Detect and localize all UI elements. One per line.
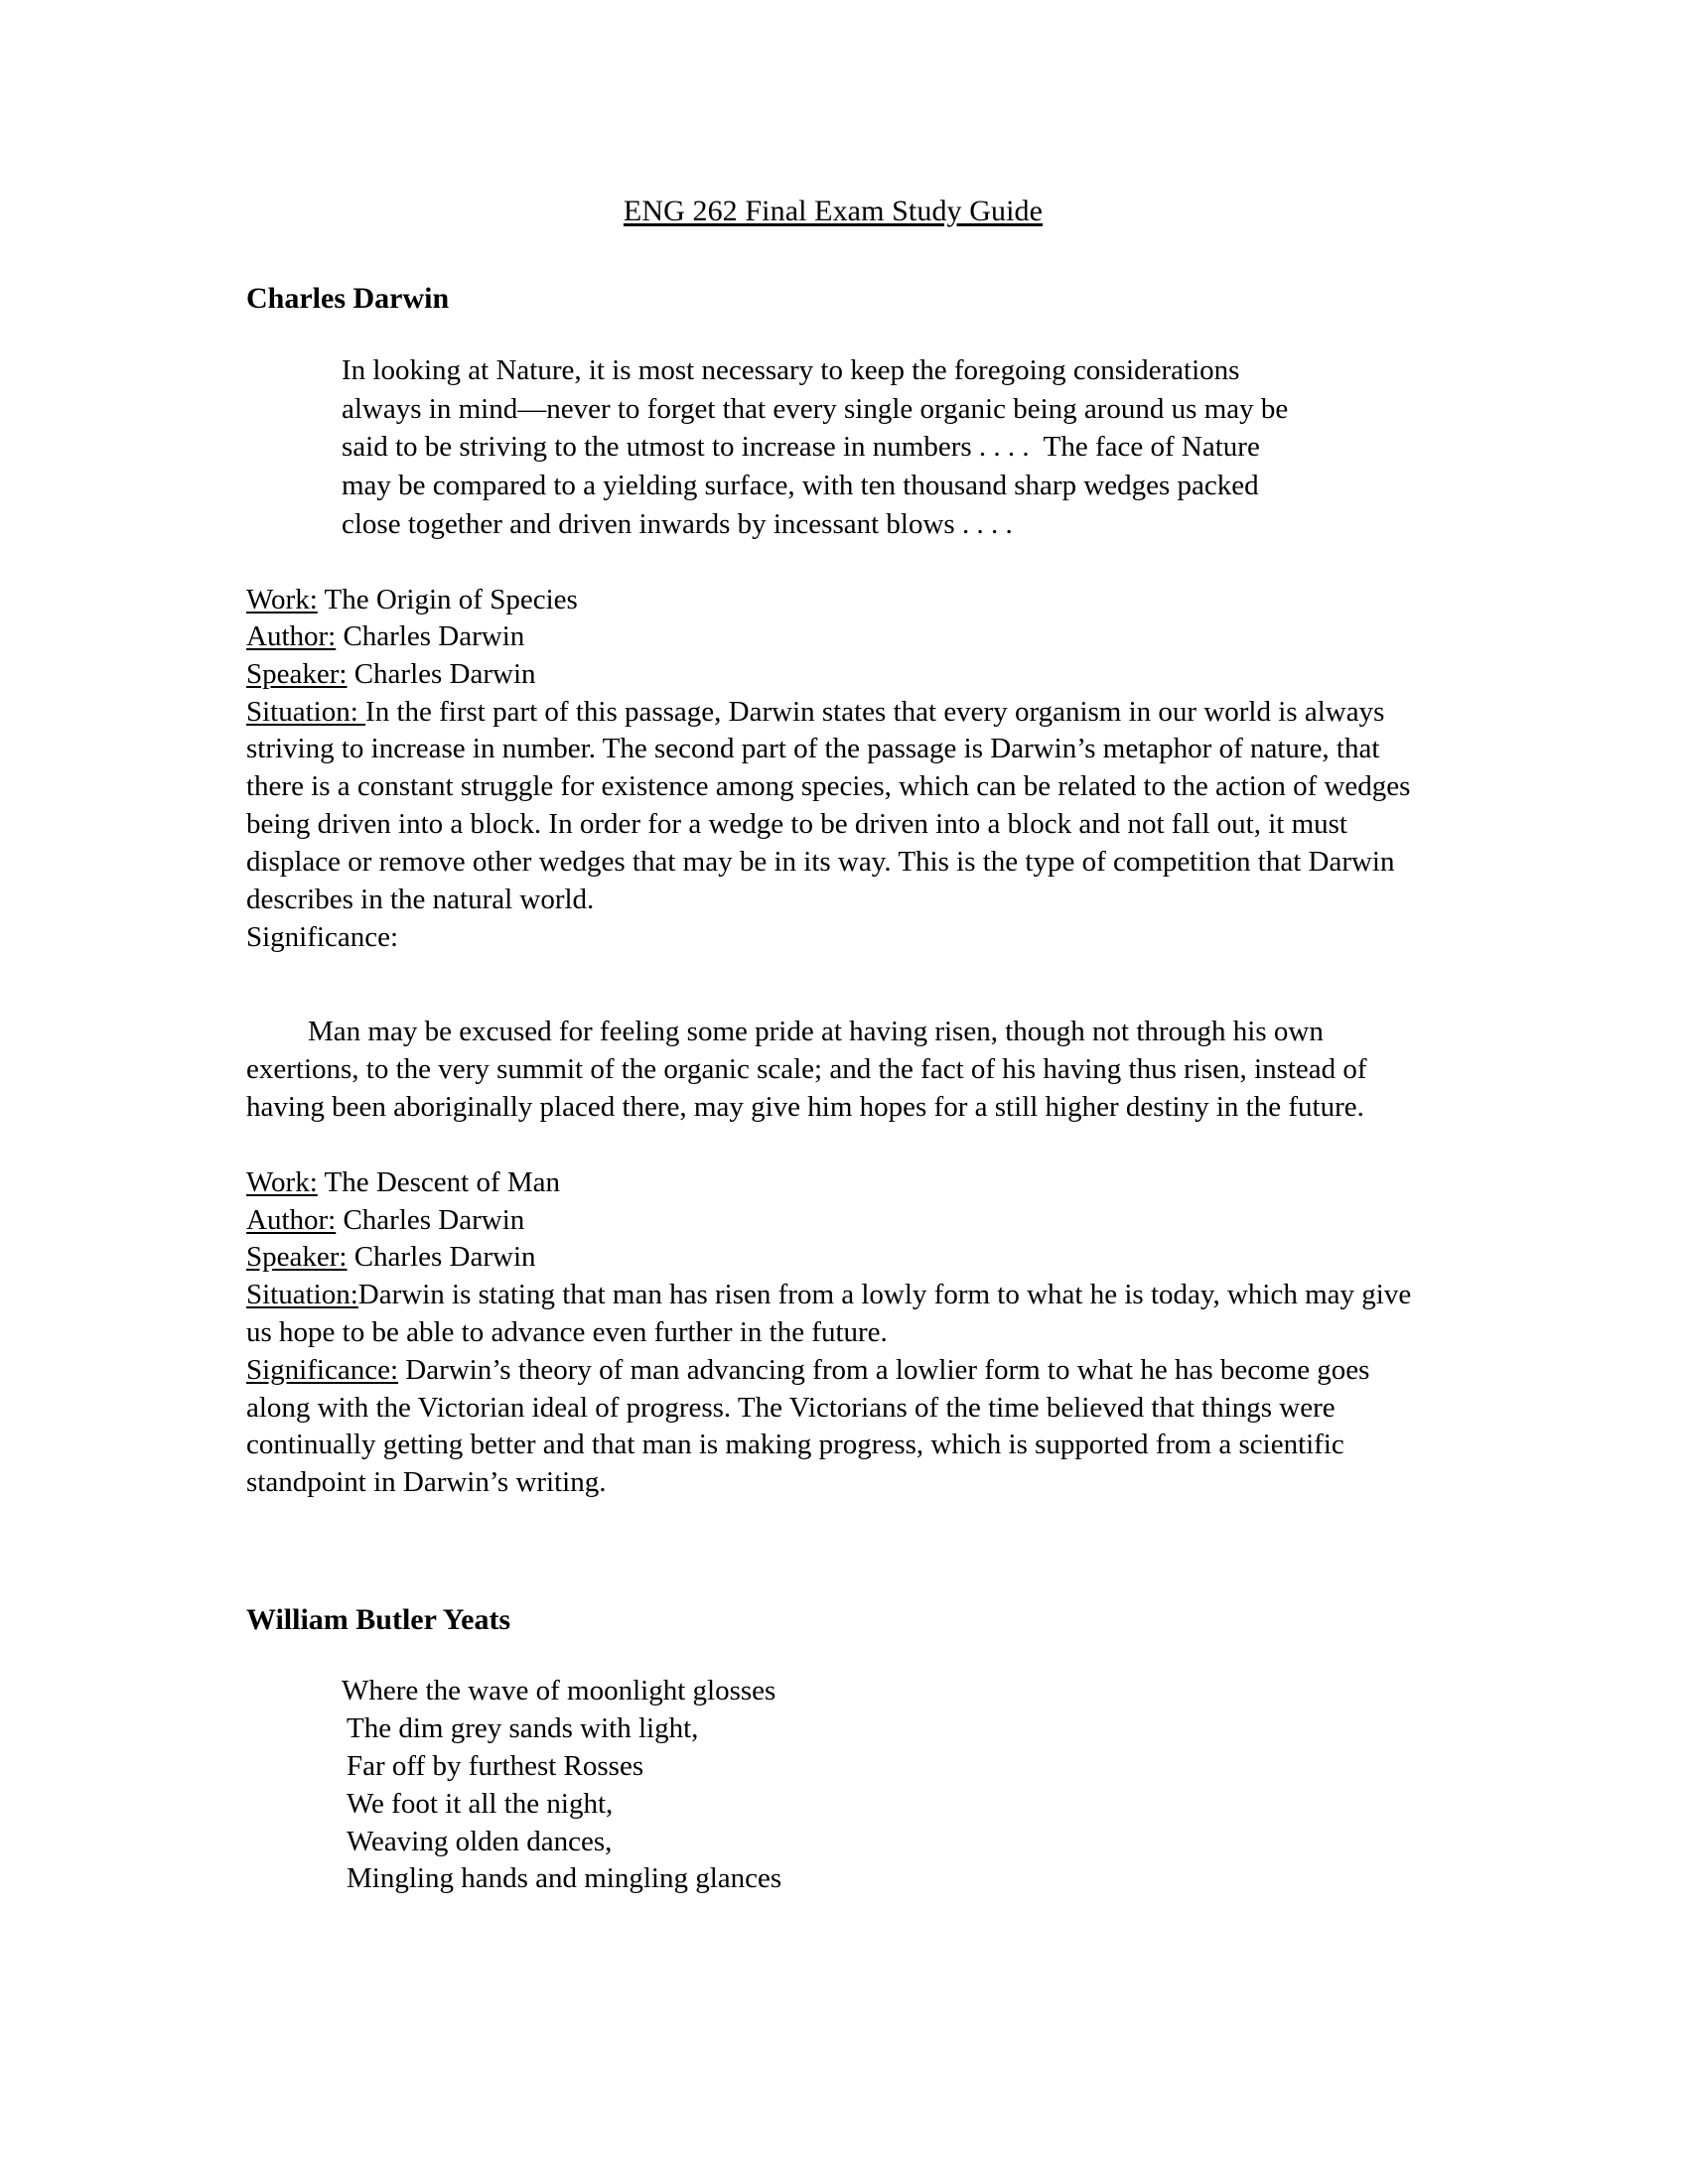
section-heading-yeats: William Butler Yeats — [246, 1603, 511, 1637]
field-significance — [246, 919, 1420, 957]
field-label: Speaker: — [246, 657, 348, 690]
field-label: Speaker: — [246, 1241, 348, 1274]
field-label: Work: — [246, 1166, 318, 1199]
quote-line: always in mind—never to forget that every single organic being around us may be — [342, 392, 1289, 425]
field-label: Author: — [246, 620, 337, 653]
verse-line: Far off by furthest Rosses — [347, 1749, 644, 1782]
section-heading-darwin: Charles Darwin — [246, 282, 450, 315]
verse-line: Mingling hands and mingling glances — [347, 1862, 782, 1895]
field-work — [246, 582, 1420, 619]
verse-line: Weaving olden dances, — [347, 1825, 613, 1857]
field-speaker — [246, 656, 1420, 694]
field-value: Charles Darwin — [336, 620, 525, 653]
field-situation — [246, 694, 1420, 919]
field-author — [246, 1202, 1420, 1240]
field-speaker — [246, 1239, 1420, 1277]
blockquote-origin-of-species — [246, 351, 1335, 544]
verse-block-yeats — [246, 1673, 1420, 1898]
field-value: Charles Darwin — [336, 1203, 525, 1236]
page-title — [246, 0, 1420, 226]
field-value: Darwin’s theory of man advancing from a lowlier form to what he has become goes along with the Victorian ideal of progress. The Victorians of the time believed that things were continually getting better and that man is making progress, which is supported from a scientific standpoint in Darwin’s writing. — [246, 1353, 1370, 1499]
quote-line: said to be striving to the utmost to increase in numbers . . . . The face of Nature — [342, 431, 1260, 464]
field-value: The Descent of Man — [317, 1166, 561, 1199]
page-title-text: ENG 262 Final Exam Study Guide — [623, 195, 1044, 227]
field-author — [246, 618, 1420, 656]
verse-line: Where the wave of moonlight glosses — [342, 1675, 776, 1707]
field-value: In the first part of this passage, Darwin states that every organism in our world is always striving to increase in number. The second part of the passage is Darwin’s metaphor of nature, that there is a constant struggle for existence among species, which can be related to the action of wedges being driven into a block. In order for a wedge to be driven into a block and not fall out, it must displace or remove other wedges that may be in its way. This is the type of competition that Darwin describes in the natural world. — [246, 695, 1411, 915]
field-significance — [246, 1352, 1420, 1502]
field-label: Situation: — [246, 695, 366, 728]
field-situation — [246, 1277, 1420, 1352]
field-label: Significance: — [246, 920, 399, 953]
field-label: Work: — [246, 583, 318, 615]
field-work — [246, 1164, 1420, 1202]
blockquote-descent-of-man: Man may be excused for feeling some pride at having risen, though not through his own exertions, to the very summit of the organic scale; and the fact of his having thus risen, instead of having been aboriginally placed there, may give him hopes for a still higher destiny in the future. — [246, 1016, 1367, 1124]
document-content — [246, 0, 1420, 1898]
quote-line: may be compared to a yielding surface, with ten thousand sharp wedges packed — [342, 470, 1259, 502]
field-label: Significance: — [246, 1353, 399, 1386]
field-label: Author: — [246, 1203, 337, 1236]
quote-line: close together and driven inwards by incessant blows . . . . — [342, 507, 1013, 540]
verse-line: The dim grey sands with light, — [347, 1711, 699, 1744]
field-value: Charles Darwin — [347, 1241, 536, 1274]
verse-line: We foot it all the night, — [347, 1787, 614, 1820]
field-value: Darwin is stating that man has risen from a lowly form to what he is today, which may give us hope to be able to advance even further in the future. — [246, 1279, 1412, 1348]
quote-line: In looking at Nature, it is most necessary to keep the foregoing considerations — [342, 354, 1240, 386]
field-value: The Origin of Species — [317, 583, 578, 615]
field-value: Charles Darwin — [347, 657, 536, 690]
field-label: Situation: — [246, 1279, 358, 1311]
